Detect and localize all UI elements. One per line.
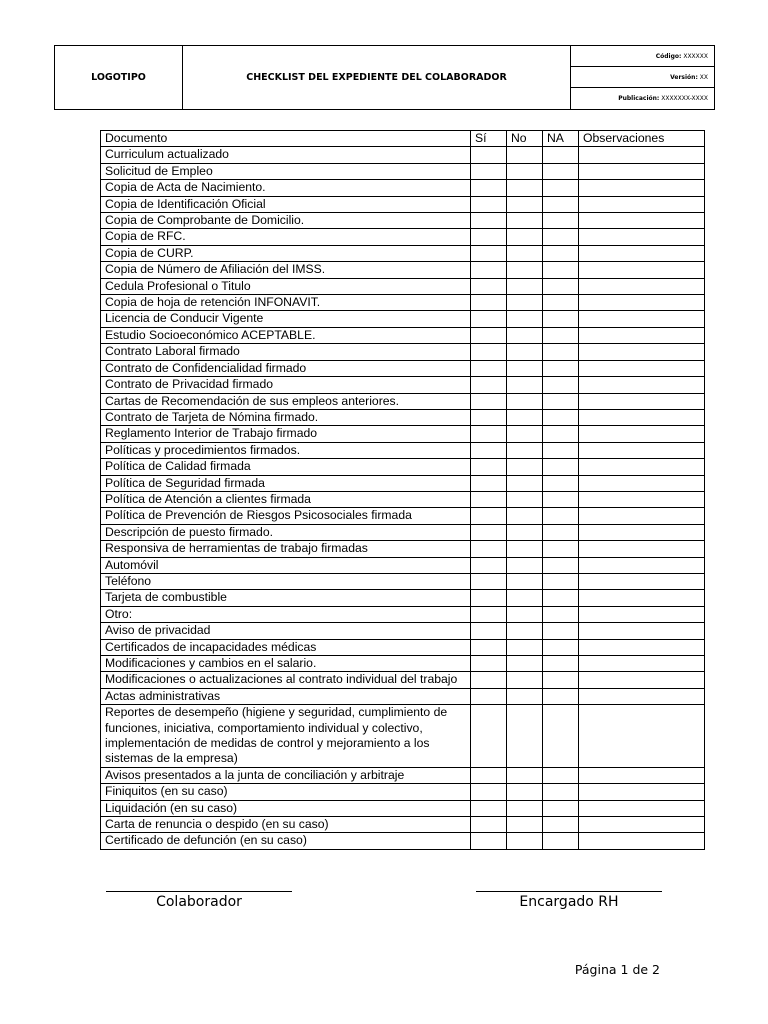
document-item-label: Copia de CURP. xyxy=(101,245,471,261)
table-row xyxy=(101,656,705,672)
si-check-cell[interactable] xyxy=(471,459,507,475)
table-row xyxy=(101,377,705,393)
observaciones-field[interactable] xyxy=(579,196,705,212)
no-check-cell[interactable] xyxy=(507,475,543,491)
table-row xyxy=(101,784,705,800)
table-row xyxy=(101,573,705,589)
table-row xyxy=(101,245,705,261)
signature-label-encargado: Encargado RH xyxy=(519,894,619,910)
table-row xyxy=(101,229,705,245)
observaciones-field[interactable] xyxy=(579,817,705,833)
na-check-cell[interactable] xyxy=(543,163,579,179)
logo-text: LOGOTIPO xyxy=(91,72,146,83)
si-check-cell[interactable] xyxy=(471,606,507,622)
table-row xyxy=(101,327,705,343)
observaciones-field[interactable] xyxy=(579,180,705,196)
document-item-label: Modificaciones y cambios en el salario. xyxy=(101,656,471,672)
no-check-cell[interactable] xyxy=(507,163,543,179)
meta-publication-value: XXXXXXX-XXXX xyxy=(661,95,708,102)
document-item-label: Contrato de Confidencialidad firmado xyxy=(101,360,471,376)
no-check-cell[interactable] xyxy=(507,360,543,376)
observaciones-field[interactable] xyxy=(579,262,705,278)
no-check-cell[interactable] xyxy=(507,767,543,783)
si-check-cell[interactable] xyxy=(471,311,507,327)
observaciones-field[interactable] xyxy=(579,784,705,800)
observaciones-field[interactable] xyxy=(579,229,705,245)
si-check-cell[interactable] xyxy=(471,491,507,507)
na-check-cell[interactable] xyxy=(543,508,579,524)
observaciones-field[interactable] xyxy=(579,767,705,783)
na-check-cell[interactable] xyxy=(543,491,579,507)
no-check-cell[interactable] xyxy=(507,442,543,458)
na-check-cell[interactable] xyxy=(543,541,579,557)
document-item-label: Copia de RFC. xyxy=(101,229,471,245)
signature-label-colaborador: Colaborador xyxy=(156,894,242,910)
document-item-label: Copia de Número de Afiliación del IMSS. xyxy=(101,262,471,278)
table-row xyxy=(101,163,705,179)
table-row xyxy=(101,180,705,196)
no-check-cell[interactable] xyxy=(507,623,543,639)
document-item-label: Solicitud de Empleo xyxy=(101,163,471,179)
no-check-cell[interactable] xyxy=(507,800,543,816)
document-item-label: Finiquitos (en su caso) xyxy=(101,784,471,800)
observaciones-field[interactable] xyxy=(579,672,705,688)
observaciones-field[interactable] xyxy=(579,800,705,816)
no-check-cell[interactable] xyxy=(507,295,543,311)
table-row xyxy=(101,557,705,573)
na-check-cell[interactable] xyxy=(543,377,579,393)
si-check-cell[interactable] xyxy=(471,229,507,245)
na-check-cell[interactable] xyxy=(543,180,579,196)
meta-code-label: Código: xyxy=(655,52,682,60)
document-meta xyxy=(571,46,714,109)
document-item-label: Copia de Comprobante de Domicilio. xyxy=(101,213,471,229)
table-row xyxy=(101,213,705,229)
page-number: Página 1 de 2 xyxy=(574,962,660,977)
table-row xyxy=(101,278,705,294)
si-check-cell[interactable] xyxy=(471,344,507,360)
document-item-label: Política de Seguridad firmada xyxy=(101,475,471,491)
table-row xyxy=(101,672,705,688)
si-check-cell[interactable] xyxy=(471,688,507,704)
si-check-cell[interactable] xyxy=(471,163,507,179)
na-check-cell[interactable] xyxy=(543,656,579,672)
na-check-cell[interactable] xyxy=(543,705,579,768)
si-check-cell[interactable] xyxy=(471,590,507,606)
logo-placeholder xyxy=(55,46,183,109)
na-check-cell[interactable] xyxy=(543,767,579,783)
si-check-cell[interactable] xyxy=(471,573,507,589)
na-check-cell[interactable] xyxy=(543,784,579,800)
no-check-cell[interactable] xyxy=(507,213,543,229)
na-check-cell[interactable] xyxy=(543,409,579,425)
table-row xyxy=(101,705,705,768)
table-row xyxy=(101,426,705,442)
na-check-cell[interactable] xyxy=(543,147,579,163)
col-header-observaciones: Observaciones xyxy=(579,131,705,147)
na-check-cell[interactable] xyxy=(543,311,579,327)
meta-publication xyxy=(571,88,714,109)
document-item-label: Contrato de Privacidad firmado xyxy=(101,377,471,393)
document-item-label: Reportes de desempeño (higiene y seguridad, cumplimiento de funciones, iniciativa, comportamiento individual y colectivo, implementación de medidas de control y mejoramiento a los sistemas de la empresa) xyxy=(101,705,471,768)
si-check-cell[interactable] xyxy=(471,245,507,261)
si-check-cell[interactable] xyxy=(471,541,507,557)
observaciones-field[interactable] xyxy=(579,705,705,768)
observaciones-field[interactable] xyxy=(579,311,705,327)
document-title-cell xyxy=(183,46,571,109)
no-check-cell[interactable] xyxy=(507,688,543,704)
na-check-cell[interactable] xyxy=(543,590,579,606)
na-check-cell[interactable] xyxy=(543,327,579,343)
document-item-label: Tarjeta de combustible xyxy=(101,590,471,606)
table-row xyxy=(101,147,705,163)
document-item-label: Actas administrativas xyxy=(101,688,471,704)
si-check-cell[interactable] xyxy=(471,475,507,491)
table-row xyxy=(101,475,705,491)
na-check-cell[interactable] xyxy=(543,360,579,376)
na-check-cell[interactable] xyxy=(543,459,579,475)
table-row xyxy=(101,311,705,327)
table-row xyxy=(101,524,705,540)
observaciones-field[interactable] xyxy=(579,557,705,573)
observaciones-field[interactable] xyxy=(579,213,705,229)
observaciones-field[interactable] xyxy=(579,541,705,557)
document-item-label: Curriculum actualizado xyxy=(101,147,471,163)
table-row xyxy=(101,196,705,212)
table-row xyxy=(101,393,705,409)
no-check-cell[interactable] xyxy=(507,784,543,800)
document-item-label: Teléfono xyxy=(101,573,471,589)
na-check-cell[interactable] xyxy=(543,817,579,833)
observaciones-field[interactable] xyxy=(579,360,705,376)
no-check-cell[interactable] xyxy=(507,377,543,393)
meta-version-value: XX xyxy=(699,73,708,81)
document-item-label: Copia de hoja de retención INFONAVIT. xyxy=(101,295,471,311)
meta-code-value: XXXXXX xyxy=(683,52,708,60)
table-row xyxy=(101,344,705,360)
observaciones-field[interactable] xyxy=(579,656,705,672)
document-item-label: Copia de Acta de Nacimiento. xyxy=(101,180,471,196)
observaciones-field[interactable] xyxy=(579,491,705,507)
observaciones-field[interactable] xyxy=(579,573,705,589)
si-check-cell[interactable] xyxy=(471,833,507,849)
no-check-cell[interactable] xyxy=(507,245,543,261)
observaciones-field[interactable] xyxy=(579,245,705,261)
col-header-si: Sí xyxy=(471,131,507,147)
document-item-label: Certificados de incapacidades médicas xyxy=(101,639,471,655)
meta-code xyxy=(571,46,714,67)
na-check-cell[interactable] xyxy=(543,573,579,589)
na-check-cell[interactable] xyxy=(543,278,579,294)
table-row xyxy=(101,623,705,639)
si-check-cell[interactable] xyxy=(471,327,507,343)
table-row xyxy=(101,817,705,833)
no-check-cell[interactable] xyxy=(507,229,543,245)
si-check-cell[interactable] xyxy=(471,409,507,425)
document-item-label: Cedula Profesional o Titulo xyxy=(101,278,471,294)
no-check-cell[interactable] xyxy=(507,557,543,573)
document-item-label: Responsiva de herramientas de trabajo firmadas xyxy=(101,541,471,557)
na-check-cell[interactable] xyxy=(543,606,579,622)
na-check-cell[interactable] xyxy=(543,800,579,816)
table-row xyxy=(101,833,705,849)
col-header-na: NA xyxy=(543,131,579,147)
observaciones-field[interactable] xyxy=(579,459,705,475)
document-item-label: Modificaciones o actualizaciones al contrato individual del trabajo xyxy=(101,672,471,688)
na-check-cell[interactable] xyxy=(543,245,579,261)
si-check-cell[interactable] xyxy=(471,213,507,229)
observaciones-field[interactable] xyxy=(579,147,705,163)
document-item-label: Contrato de Tarjeta de Nómina firmado. xyxy=(101,409,471,425)
signature-line-left xyxy=(106,891,292,892)
meta-version xyxy=(571,67,714,88)
si-check-cell[interactable] xyxy=(471,393,507,409)
si-check-cell[interactable] xyxy=(471,672,507,688)
na-check-cell[interactable] xyxy=(543,688,579,704)
observaciones-field[interactable] xyxy=(579,475,705,491)
no-check-cell[interactable] xyxy=(507,833,543,849)
document-item-label: Políticas y procedimientos firmados. xyxy=(101,442,471,458)
table-row xyxy=(101,491,705,507)
meta-publication-label: Publicación: xyxy=(618,95,660,102)
observaciones-field[interactable] xyxy=(579,688,705,704)
observaciones-field[interactable] xyxy=(579,426,705,442)
observaciones-field[interactable] xyxy=(579,409,705,425)
no-check-cell[interactable] xyxy=(507,344,543,360)
observaciones-field[interactable] xyxy=(579,327,705,343)
si-check-cell[interactable] xyxy=(471,426,507,442)
no-check-cell[interactable] xyxy=(507,393,543,409)
document-item-label: Otro: xyxy=(101,606,471,622)
na-check-cell[interactable] xyxy=(543,672,579,688)
si-check-cell[interactable] xyxy=(471,557,507,573)
si-check-cell[interactable] xyxy=(471,524,507,540)
table-row xyxy=(101,442,705,458)
observaciones-field[interactable] xyxy=(579,344,705,360)
si-check-cell[interactable] xyxy=(471,377,507,393)
na-check-cell[interactable] xyxy=(543,262,579,278)
no-check-cell[interactable] xyxy=(507,606,543,622)
observaciones-field[interactable] xyxy=(579,508,705,524)
si-check-cell[interactable] xyxy=(471,180,507,196)
na-check-cell[interactable] xyxy=(543,213,579,229)
table-row xyxy=(101,409,705,425)
si-check-cell[interactable] xyxy=(471,800,507,816)
si-check-cell[interactable] xyxy=(471,442,507,458)
table-row xyxy=(101,360,705,376)
na-check-cell[interactable] xyxy=(543,524,579,540)
signature-line-right xyxy=(476,891,662,892)
table-row xyxy=(101,541,705,557)
observaciones-field[interactable] xyxy=(579,524,705,540)
table-row xyxy=(101,606,705,622)
na-check-cell[interactable] xyxy=(543,295,579,311)
si-check-cell[interactable] xyxy=(471,705,507,768)
na-check-cell[interactable] xyxy=(543,229,579,245)
table-row xyxy=(101,639,705,655)
no-check-cell[interactable] xyxy=(507,817,543,833)
document-item-label: Política de Atención a clientes firmada xyxy=(101,491,471,507)
si-check-cell[interactable] xyxy=(471,817,507,833)
si-check-cell[interactable] xyxy=(471,656,507,672)
na-check-cell[interactable] xyxy=(543,639,579,655)
si-check-cell[interactable] xyxy=(471,278,507,294)
si-check-cell[interactable] xyxy=(471,508,507,524)
na-check-cell[interactable] xyxy=(543,196,579,212)
no-check-cell[interactable] xyxy=(507,524,543,540)
document-item-label: Certificado de defunción (en su caso) xyxy=(101,833,471,849)
observaciones-field[interactable] xyxy=(579,393,705,409)
no-check-cell[interactable] xyxy=(507,541,543,557)
no-check-cell[interactable] xyxy=(507,672,543,688)
document-item-label: Cartas de Recomendación de sus empleos anteriores. xyxy=(101,393,471,409)
observaciones-field[interactable] xyxy=(579,833,705,849)
table-row xyxy=(101,295,705,311)
table-row xyxy=(101,459,705,475)
si-check-cell[interactable] xyxy=(471,360,507,376)
na-check-cell[interactable] xyxy=(543,426,579,442)
table-row xyxy=(101,688,705,704)
no-check-cell[interactable] xyxy=(507,311,543,327)
col-header-documento: Documento xyxy=(101,131,471,147)
observaciones-field[interactable] xyxy=(579,278,705,294)
si-check-cell[interactable] xyxy=(471,262,507,278)
document-item-label: Aviso de privacidad xyxy=(101,623,471,639)
observaciones-field[interactable] xyxy=(579,639,705,655)
si-check-cell[interactable] xyxy=(471,784,507,800)
si-check-cell[interactable] xyxy=(471,147,507,163)
observaciones-field[interactable] xyxy=(579,442,705,458)
no-check-cell[interactable] xyxy=(507,573,543,589)
observaciones-field[interactable] xyxy=(579,377,705,393)
no-check-cell[interactable] xyxy=(507,656,543,672)
observaciones-field[interactable] xyxy=(579,606,705,622)
document-item-label: Automóvil xyxy=(101,557,471,573)
document-item-label: Carta de renuncia o despido (en su caso) xyxy=(101,817,471,833)
na-check-cell[interactable] xyxy=(543,623,579,639)
no-check-cell[interactable] xyxy=(507,327,543,343)
na-check-cell[interactable] xyxy=(543,557,579,573)
table-row xyxy=(101,767,705,783)
table-row xyxy=(101,262,705,278)
checklist-body xyxy=(101,147,705,849)
table-row xyxy=(101,508,705,524)
table-row xyxy=(101,800,705,816)
no-check-cell[interactable] xyxy=(507,491,543,507)
na-check-cell[interactable] xyxy=(543,442,579,458)
no-check-cell[interactable] xyxy=(507,196,543,212)
na-check-cell[interactable] xyxy=(543,393,579,409)
si-check-cell[interactable] xyxy=(471,623,507,639)
observaciones-field[interactable] xyxy=(579,163,705,179)
na-check-cell[interactable] xyxy=(543,344,579,360)
no-check-cell[interactable] xyxy=(507,147,543,163)
no-check-cell[interactable] xyxy=(507,409,543,425)
document-item-label: Reglamento Interior de Trabajo firmado xyxy=(101,426,471,442)
no-check-cell[interactable] xyxy=(507,590,543,606)
no-check-cell[interactable] xyxy=(507,278,543,294)
na-check-cell[interactable] xyxy=(543,475,579,491)
no-check-cell[interactable] xyxy=(507,508,543,524)
no-check-cell[interactable] xyxy=(507,426,543,442)
si-check-cell[interactable] xyxy=(471,196,507,212)
document-item-label: Contrato Laboral firmado xyxy=(101,344,471,360)
document-item-label: Copia de Identificación Oficial xyxy=(101,196,471,212)
document-item-label: Licencia de Conducir Vigente xyxy=(101,311,471,327)
document-header xyxy=(54,45,715,110)
observaciones-field[interactable] xyxy=(579,295,705,311)
checklist-table xyxy=(100,130,705,850)
si-check-cell[interactable] xyxy=(471,639,507,655)
observaciones-field[interactable] xyxy=(579,623,705,639)
no-check-cell[interactable] xyxy=(507,459,543,475)
table-row xyxy=(101,590,705,606)
document-item-label: Política de Calidad firmada xyxy=(101,459,471,475)
document-item-label: Liquidación (en su caso) xyxy=(101,800,471,816)
no-check-cell[interactable] xyxy=(507,705,543,768)
table-header-row xyxy=(101,131,705,147)
document-item-label: Estudio Socioeconómico ACEPTABLE. xyxy=(101,327,471,343)
si-check-cell[interactable] xyxy=(471,295,507,311)
no-check-cell[interactable] xyxy=(507,180,543,196)
no-check-cell[interactable] xyxy=(507,639,543,655)
document-item-label: Avisos presentados a la junta de conciliación y arbitraje xyxy=(101,767,471,783)
observaciones-field[interactable] xyxy=(579,590,705,606)
si-check-cell[interactable] xyxy=(471,767,507,783)
col-header-no: No xyxy=(507,131,543,147)
no-check-cell[interactable] xyxy=(507,262,543,278)
na-check-cell[interactable] xyxy=(543,833,579,849)
document-title: CHECKLIST DEL EXPEDIENTE DEL COLABORADOR xyxy=(246,72,507,83)
meta-version-label: Versión: xyxy=(670,73,698,81)
document-item-label: Descripción de puesto firmado. xyxy=(101,524,471,540)
document-item-label: Política de Prevención de Riesgos Psicosociales firmada xyxy=(101,508,471,524)
